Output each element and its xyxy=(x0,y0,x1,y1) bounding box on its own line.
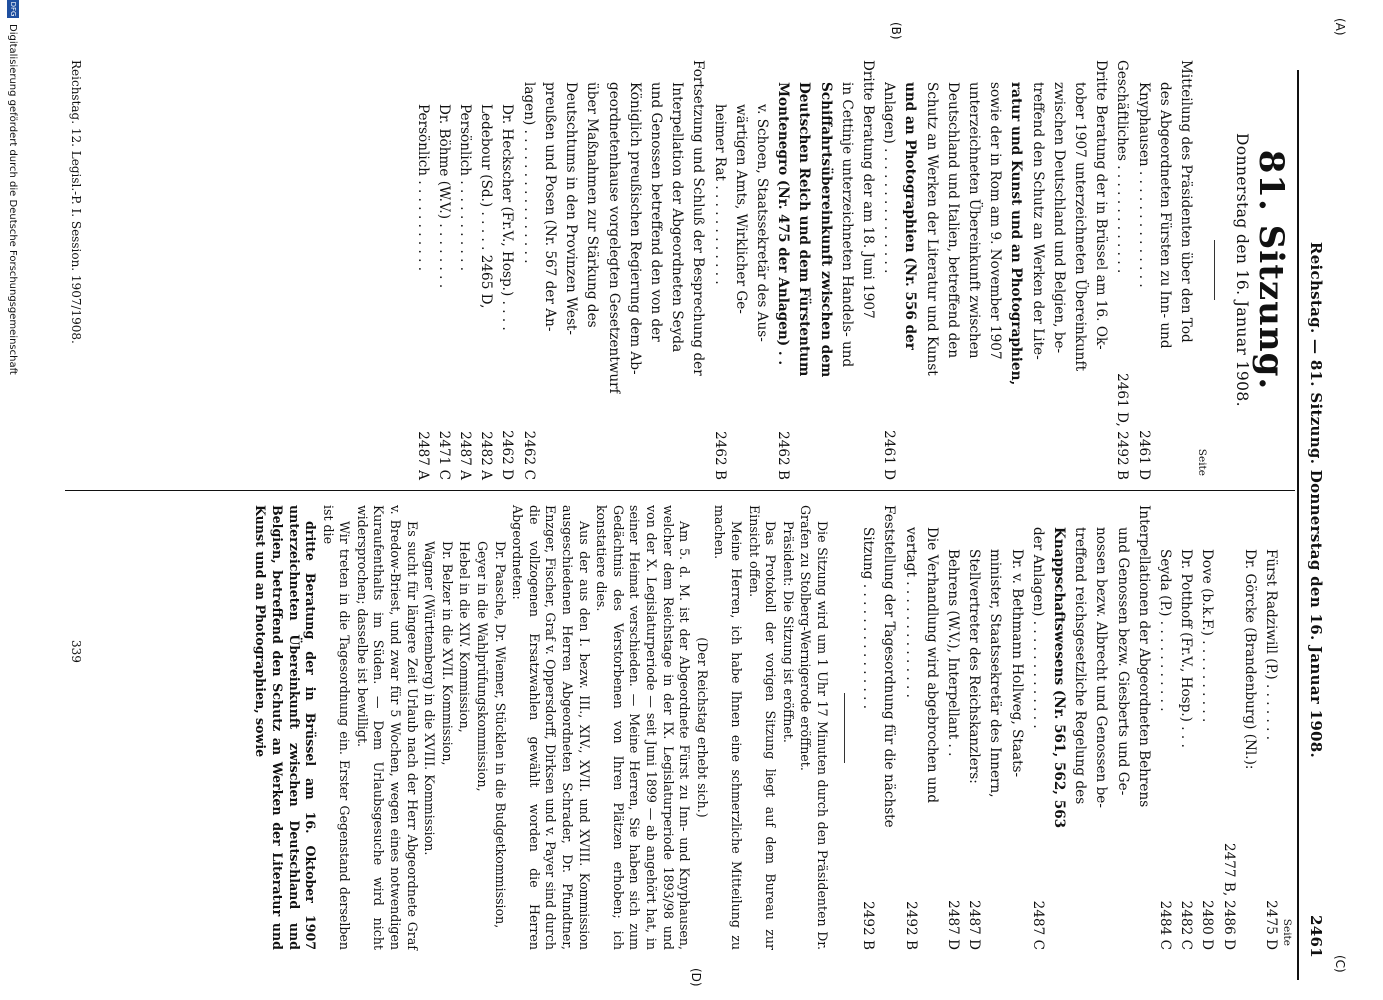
toc-entry xyxy=(433,60,454,480)
session-title: 81. Sitzung. xyxy=(1251,149,1291,391)
toc-entry xyxy=(920,60,941,480)
toc-entry xyxy=(1090,505,1111,950)
toc-entry-text: Dr. v. Bethmann Hollweg, Staats- xyxy=(1008,549,1025,778)
toc-entry-page: 2482 C xyxy=(1178,900,1195,950)
toc-entry-text: Dr. Potthoff (Fr.V., Hosp.) . . . xyxy=(1178,549,1195,748)
toc-entry xyxy=(1217,505,1238,950)
toc-entry-text: Fortsetzung und Schluß der Besprechung der xyxy=(690,60,707,376)
toc-entry-page: 2461 D, 2492 B xyxy=(1114,373,1131,480)
toc-entry-text: Dritte Beratung der in Brüssel am 16. Ok- xyxy=(1093,60,1110,350)
toc-entry xyxy=(942,505,963,950)
toc-entry xyxy=(602,60,623,480)
body-paragraph: dritte Beratung der in Brüssel am 16. Oktober 1907 unterzeichneten Übereinkunft zwischen Deutschland und Belgien, betreffend den Schutz an Werken der Literatur und Kunst und an Photographien, sowie xyxy=(253,505,319,950)
toc-entry xyxy=(666,60,687,480)
toc-entry-text: Fürst Radziwill (P.) . . . . . . . xyxy=(1263,549,1279,741)
body-paragraph: Präsident: Die Sitzung ist eröffnet. xyxy=(780,521,796,743)
toc-entry-text: geordnetenhause vorgelegten Gesetzentwurf xyxy=(605,82,622,394)
toc-entry xyxy=(1133,505,1154,950)
digitization-note-text: Digitalisierung gefördert durch die Deutsche Forschungsgemeinschaft xyxy=(7,24,19,375)
toc-entry xyxy=(1111,60,1132,480)
toc-entry xyxy=(793,60,814,480)
running-header: Reichstag. — 81. Sitzung. Donnerstag den 16. Januar 1908. xyxy=(1307,241,1325,759)
toc-entry xyxy=(730,60,751,480)
toc-entry-text: Königlich preußischen Regierung dem Ab- xyxy=(626,82,643,375)
toc-entry xyxy=(560,60,581,480)
toc-entry xyxy=(1196,505,1217,950)
toc-entry xyxy=(1154,60,1175,480)
footer-left: Reichstag. 12. Legisl.-P. I. Session. 1907/1908. xyxy=(69,60,83,344)
toc-entry xyxy=(857,60,878,480)
toc-entry-text: vertagt . . . . . . . . . . . . . . xyxy=(902,527,919,698)
toc-entry-text: Geschäftliches . . . . . . . . . . . . . xyxy=(1114,60,1131,274)
toc-entry xyxy=(1048,60,1069,480)
toc-right xyxy=(857,505,1281,950)
toc-entry-text: nossen bezw. Albrecht und Genossen be- xyxy=(1093,527,1110,808)
toc-entry-text: und Genossen betreffend den von der xyxy=(647,82,664,342)
toc-entry xyxy=(624,60,645,480)
toc-entry xyxy=(1048,505,1069,950)
toc-entry-page: 2462 B xyxy=(711,431,728,480)
toc-entry xyxy=(751,60,772,480)
toc-entry-text: Stellvertreter des Reichskanzlers: xyxy=(966,549,983,784)
toc-entry-text: Mitteilung des Präsidenten über den Tod xyxy=(1178,60,1194,343)
toc-entry-text: Schiffahrtsübereinkunft zwischen dem xyxy=(817,82,834,378)
toc-entry-page: 2487 D xyxy=(966,900,983,950)
toc-entry-page: 2487 D xyxy=(944,900,961,950)
toc-entry xyxy=(921,505,942,950)
toc-entry-page: 2482 A xyxy=(478,431,495,480)
toc-entry-page: 2461 D xyxy=(1135,430,1152,480)
body-paragraph: Es sucht für längere Zeit Urlaub nach der Herr Abgeordnete Graf v. Bredow-Briest, und zwar für 5 Wochen, wegen eines notwendigen Kuraufenthalts im Süden. — Dem Urlaubsgesuche wird nicht widersprochen; dasselbe ist bewilligt. xyxy=(354,505,420,950)
body-paragraph: Am 5. d. M. ist der Abgeordnete Fürst zu Inn- und Knyphausen, welcher dem Reichstage in der IX. Legislaturperiode 1893/98 und von der X. Legislaturperiode — seit Juni 1899 — ab angehört hat, in seiner Heimat verschieden. — Meine Herren, Sie haben sich zum Gedächtnis des Verstorbenen von Ihren Plätzen erhoben; ich konstatiere dies. xyxy=(594,505,693,950)
toc-entry xyxy=(857,505,878,950)
footer-right: 339 xyxy=(69,640,83,663)
toc-entry-text: Anlagen) . . . . . . . . . . . . . . . xyxy=(881,82,898,274)
body-paragraph: Meine Herren, ich habe Ihnen eine schmerzliche Mitteilung zu machen. xyxy=(712,505,744,950)
toc-entry xyxy=(899,505,920,950)
toc-entry xyxy=(581,60,602,480)
toc-entry xyxy=(963,505,984,950)
digitization-note xyxy=(7,0,19,1000)
toc-entry xyxy=(1069,505,1090,950)
toc-entry xyxy=(1260,505,1281,950)
toc-entry xyxy=(814,60,835,480)
right-column xyxy=(251,505,1293,950)
toc-entry xyxy=(772,60,793,480)
toc-entry-text: Persönlich . . . . . . . . . . . xyxy=(414,104,431,272)
toc-entry-text: Feststellung der Tagesordnung für die nächste xyxy=(881,505,898,828)
toc-entry-text: Behrens (W.V.), Interpellant . . xyxy=(944,549,961,757)
toc-entry xyxy=(645,60,666,480)
toc-entry-text: Schutz an Werken der Literatur und Kunst xyxy=(923,82,940,376)
column-divider xyxy=(65,490,1295,491)
title-separator xyxy=(1214,240,1215,300)
toc-entry-text: Sitzung . . . . . . . . . . . . . . . xyxy=(860,527,877,710)
toc-entry xyxy=(411,60,432,480)
toc-entry xyxy=(496,60,517,480)
toc-entry-page: 2475 D xyxy=(1263,900,1279,950)
left-marker-a: (A) xyxy=(1333,18,1347,36)
right-margin-marker-d: (D) xyxy=(689,968,703,987)
toc-entry xyxy=(899,60,920,480)
toc-entry-page: 2471 C xyxy=(435,430,452,480)
toc-entry-text: Seyda (P.) . . . . . . . . . . . xyxy=(1156,549,1173,712)
toc-left xyxy=(411,60,1196,480)
body-paragraph: Das Protokoll der vorigen Sitzung liegt auf dem Bureau zur Einsicht offen. xyxy=(746,505,779,950)
toc-entry-text: über Maßnahmen zur Stärkung des xyxy=(584,82,601,328)
toc-entry xyxy=(518,60,539,480)
toc-entry xyxy=(1005,505,1026,950)
toc-entry xyxy=(984,60,1005,480)
toc-entry-text: Deutschtums in den Provinzen West- xyxy=(563,82,580,335)
toc-entry-text: des Abgeordneten Fürsten zu Inn- und xyxy=(1156,82,1173,349)
toc-entry-text: tober 1907 unterzeichneten Übereinkunft xyxy=(1071,82,1088,372)
toc-entry xyxy=(1175,60,1196,480)
toc-entry-text: treffend den Schutz an Werken der Lite- xyxy=(1029,82,1046,360)
toc-entry-text: sowie der in Rom am 9. November 1907 xyxy=(987,82,1004,360)
toc-entry xyxy=(708,60,729,480)
body-paragraph: Die Sitzung wird um 1 Uhr 17 Minuten durch den Präsidenten Dr. Grafen zu Stolberg-Wernigerode eröffnet. xyxy=(798,505,830,950)
session-date: Donnerstag den 16. Januar 1908. xyxy=(1233,133,1251,407)
toc-entry-text: Dove (b.k.F.) . . . . . . . . . . xyxy=(1199,549,1216,723)
toc-entry-page: 2461 D xyxy=(881,430,898,480)
toc-entry xyxy=(984,505,1005,950)
toc-entry-text: und an Photographien (Nr. 556 der xyxy=(902,82,919,350)
toc-entry xyxy=(687,60,708,480)
toc-entry xyxy=(1154,505,1175,950)
toc-entry-text: heimer Rat . . . . . . . . . . . . xyxy=(711,104,728,285)
toc-entry xyxy=(1090,60,1111,480)
toc-entry-page: 2480 D xyxy=(1199,900,1216,950)
toc-entry-text: zwischen Deutschland und Belgien, be- xyxy=(1050,82,1067,354)
toc-entry-text: Interpellationen der Abgeordneten Behrens xyxy=(1135,505,1152,808)
toc-entry xyxy=(454,60,475,480)
dfg-logo: DFG xyxy=(9,1,17,17)
toc-entry-page: 2484 C xyxy=(1156,900,1173,950)
toc-entry-page: 2487 A xyxy=(457,431,474,480)
body-paragraph: (Der Reichstag erhebt sich.) xyxy=(694,637,710,818)
minutes-body xyxy=(252,505,830,950)
toc-entry-page: 2462 B xyxy=(775,431,792,480)
page-number: 2461 xyxy=(1307,915,1325,958)
toc-entry xyxy=(1132,60,1153,480)
toc-entry-text: Dritte Beratung der am 18. Juni 1907 xyxy=(859,60,876,319)
toc-entry-text: der Anlagen) . . . . . . . . . . . . . xyxy=(1029,527,1046,729)
toc-entry-text: Knyphausen . . . . . . . . . . . . . . xyxy=(1135,82,1152,288)
toc-entry xyxy=(942,60,963,480)
toc-entry-text: Knappschaftswesens (Nr. 561, 562, 563 xyxy=(1050,527,1067,829)
toc-entry-text: lagen) . . . . . . . . . . . . . . . . xyxy=(520,82,537,264)
toc-entry-text: Deutschland und Italien, betreffend den xyxy=(944,82,961,359)
toc-entry xyxy=(878,505,899,950)
toc-entry-text: Deutschen Reich und dem Fürstentum xyxy=(796,82,813,377)
toc-entry-page: 2462 D xyxy=(499,430,516,480)
seite-label-left: Seite xyxy=(1196,448,1208,476)
toc-entry-text: wärtigen Amts, Wirklicher Ge- xyxy=(732,104,749,314)
toc-entry-text: in Cettinje unterzeichneten Handels- und xyxy=(838,82,855,368)
toc-entry-page: 2487 C xyxy=(1029,900,1046,950)
body-paragraph: Dr. Paasche, Dr. Wiemer, Stücklen in die Budgetkommission, xyxy=(492,541,508,929)
toc-entry xyxy=(1069,60,1090,480)
left-margin-marker-b: (B) xyxy=(889,22,903,40)
toc-entry-text: Dr. Görcke (Brandenburg) (Nl.): xyxy=(1241,549,1258,770)
toc-entry xyxy=(1239,505,1260,950)
body-paragraph: Wagner (Württemberg) in die XVIII. Kommission. xyxy=(422,541,438,856)
toc-separator xyxy=(844,693,845,763)
toc-entry xyxy=(539,60,560,480)
toc-entry-text: Montenegro (Nr. 475 der Anlagen) . . xyxy=(775,82,792,366)
toc-entry xyxy=(1111,505,1132,950)
toc-entry-text: Dr. Böhme (W.V.) . . . . . . . . xyxy=(435,104,452,289)
toc-entry-text: Ledebour (Sd.) . . . . . 2465 D, xyxy=(478,104,495,309)
header-rule xyxy=(1297,70,1299,980)
toc-entry-page: 2487 A xyxy=(414,431,431,480)
toc-entry-text: minister, Staatssekretär des Innern, xyxy=(987,549,1004,798)
toc-entry-text: preußen und Posen (Nr. 567 der An- xyxy=(541,82,558,332)
toc-entry-text: treffend reichsgesetzliche Regelung des xyxy=(1072,527,1089,805)
toc-entry xyxy=(1005,60,1026,480)
toc-entry-text: Die Verhandlung wird abgebrochen und xyxy=(923,527,940,804)
body-paragraph: Wir treten in die Tagesordnung ein. Erster Gegenstand derselben ist die xyxy=(320,505,353,950)
toc-entry xyxy=(1026,60,1047,480)
toc-entry xyxy=(475,60,496,480)
toc-entry xyxy=(878,60,899,480)
toc-entry-page: 2492 B xyxy=(860,901,877,950)
left-column xyxy=(411,60,1297,480)
right-marker-c: (C) xyxy=(1333,955,1347,973)
toc-entry-text: ratur und Kunst und an Photographien, xyxy=(1008,82,1025,386)
toc-entry-text: und Genossen bezw. Giesberts und Ge- xyxy=(1114,527,1131,796)
body-paragraph: Geyer in die Wahlprüfungskommission, xyxy=(475,541,491,792)
toc-entry-text: v. Schoen, Staatssekretär des Aus- xyxy=(753,104,770,342)
body-paragraph: Hebel in die XIV. Kommission, xyxy=(457,541,473,733)
toc-entry-text: Interpellation der Abgeordneten Seyda xyxy=(669,82,686,353)
toc-entry xyxy=(836,60,857,480)
toc-entry xyxy=(1175,505,1196,950)
seite-label-right: Seite xyxy=(1281,918,1293,946)
toc-entry xyxy=(963,60,984,480)
toc-entry-text: Dr. Heckscher (Fr.V., Hosp.) . . . . xyxy=(499,104,516,331)
toc-entry-text: 2477 B, xyxy=(1220,842,1237,897)
body-paragraph: Dr. Belzer in die XVII. Kommission, xyxy=(439,541,455,766)
toc-entry-page: 2492 B xyxy=(902,901,919,950)
toc-entry-text: Persönlich . . . . . . . . . . . xyxy=(457,104,474,272)
body-paragraph: Aus der aus den I. bezw. III., XIV., XVII. und XVIII. Kommission ausgeschiedenen Herren Abgeordneten Schrader, Dr. Pfundtner, Enzger, Fischer, Graf v. Oppersdorff, Dirksen und v. Payer sind durch die vollzogenen Ersatzwahlen gewählt worden die Herren Abgeordneten: xyxy=(510,505,592,950)
toc-entry-page: 2462 C xyxy=(520,430,537,480)
toc-entry-page: 2486 D xyxy=(1220,900,1237,950)
toc-entry-text: unterzeichneten Übereinkunft zwischen xyxy=(965,82,982,359)
toc-entry xyxy=(1027,505,1048,950)
